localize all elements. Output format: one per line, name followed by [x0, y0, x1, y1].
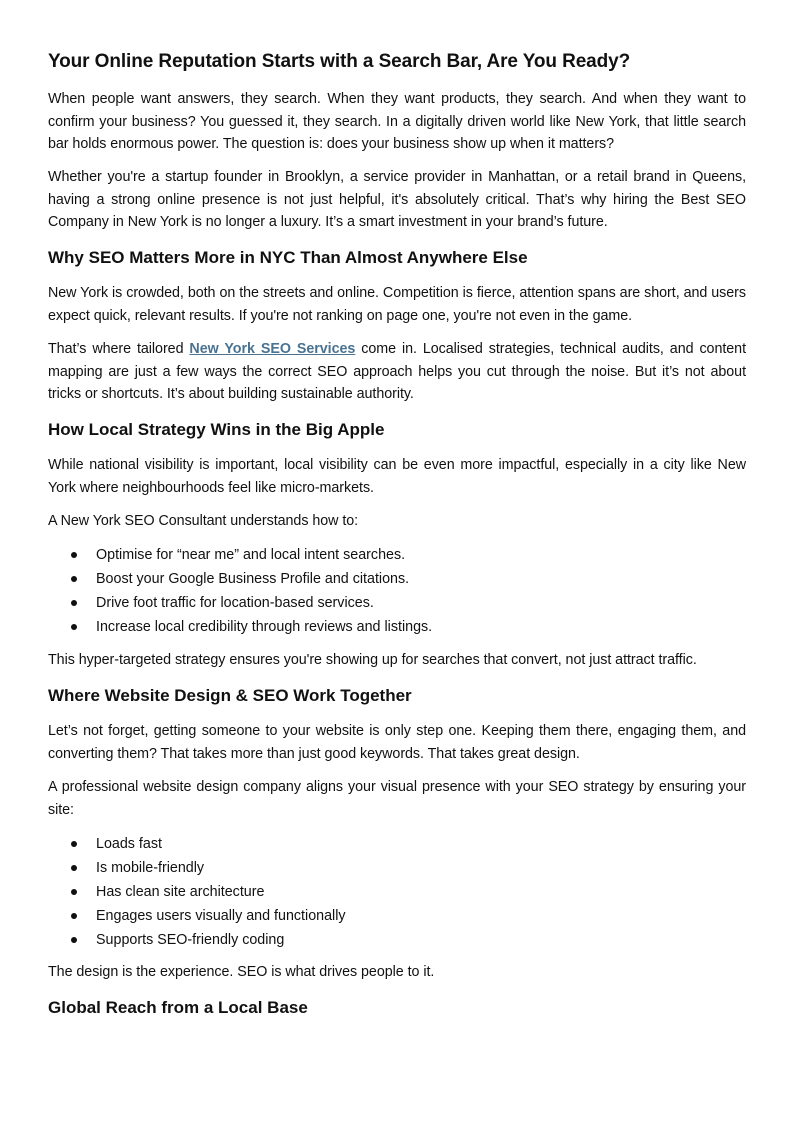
- local-strategy-list: [48, 543, 432, 639]
- list-item-text: Engages users visually and functionally: [96, 908, 346, 924]
- list-item-text: Boost your Google Business Profile and citations.: [96, 571, 410, 587]
- why-seo-paragraph-1: New York is crowded, both on the streets and online. Competition is fierce, attention spans are short, and users expect quick, relevant results. If you're not ranking on page one, you're not even in the game.: [48, 285, 746, 324]
- list-item: [48, 904, 346, 928]
- design-seo-paragraph-1: Let’s not forget, getting someone to your website is only step one. Keeping them there, engaging them, and converting them? That takes more than just good keywords. That takes great design.: [48, 723, 746, 762]
- local-strategy-paragraph-1: While national visibility is important, local visibility can be even more impactful, especially in a city like New York where neighbourhoods feel like micro-markets.: [48, 457, 746, 496]
- section-heading-why-seo: Why SEO Matters More in NYC Than Almost Anywhere Else: [48, 248, 528, 267]
- list-item: [48, 832, 346, 856]
- section-heading-local-strategy: How Local Strategy Wins in the Big Apple: [48, 420, 385, 439]
- list-item-text: Drive foot traffic for location-based services.: [96, 595, 374, 611]
- new-york-seo-services-link[interactable]: New York SEO Services: [189, 341, 356, 357]
- bullet-icon: [71, 841, 77, 847]
- page-title: Your Online Reputation Starts with a Search Bar, Are You Ready?: [48, 51, 631, 72]
- list-item: [48, 928, 346, 952]
- list-item: [48, 567, 432, 591]
- list-item-text: Loads fast: [96, 836, 162, 852]
- section-heading-design-seo: Where Website Design & SEO Work Together: [48, 686, 412, 705]
- design-seo-list: [48, 832, 346, 952]
- intro-paragraph-1: When people want answers, they search. When they want products, they search. And when they want to confirm your business? You guessed it, they search. In a digitally driven world like New York, that little search bar holds enormous power. The question is: does your business show up when it matters?: [48, 91, 746, 152]
- local-strategy-paragraph-2: A New York SEO Consultant understands how to:: [48, 513, 359, 529]
- list-item: [48, 880, 346, 904]
- list-item-text: Increase local credibility through reviews and listings.: [96, 619, 433, 635]
- bullet-icon: [71, 889, 77, 895]
- bullet-icon: [71, 937, 77, 943]
- bullet-icon: [71, 576, 77, 582]
- why-seo-paragraph-2-rest: come in. Localised strategies, technical audits, and content mapping are just a few ways the correct SEO approach helps you cut through the noise. But it’s not about tricks or shortcuts. It’s about building sustainable authority.: [48, 341, 746, 402]
- list-item-text: Supports SEO-friendly coding: [96, 932, 285, 948]
- bullet-icon: [71, 865, 77, 871]
- list-item-text: Has clean site architecture: [96, 884, 265, 900]
- bullet-icon: [71, 624, 77, 630]
- design-seo-paragraph-3: The design is the experience. SEO is what drives people to it.: [48, 964, 435, 980]
- local-strategy-paragraph-3: This hyper-targeted strategy ensures you're showing up for searches that convert, not just attract traffic.: [48, 652, 697, 668]
- list-item: [48, 615, 432, 639]
- list-item-text: Is mobile-friendly: [96, 860, 205, 876]
- list-item: [48, 591, 432, 615]
- design-seo-paragraph-2: A professional website design company aligns your visual presence with your SEO strategy by ensuring your site:: [48, 779, 746, 818]
- list-item: [48, 856, 346, 880]
- list-item-text: Optimise for “near me” and local intent searches.: [96, 547, 406, 563]
- section-heading-global-reach: Global Reach from a Local Base: [48, 998, 308, 1017]
- bullet-icon: [71, 913, 77, 919]
- why-seo-paragraph-2: [48, 338, 746, 406]
- list-item: [48, 543, 432, 567]
- bullet-icon: [71, 552, 77, 558]
- why-seo-paragraph-2-lead: That’s where tailored: [48, 341, 190, 357]
- intro-paragraph-2: Whether you're a startup founder in Brooklyn, a service provider in Manhattan, or a retail brand in Queens, having a strong online presence is not just helpful, it's absolutely critical. That’s why hiring the Best SEO Company in New York is no longer a luxury. It’s a smart investment in your brand’s future.: [48, 169, 746, 230]
- bullet-icon: [71, 600, 77, 606]
